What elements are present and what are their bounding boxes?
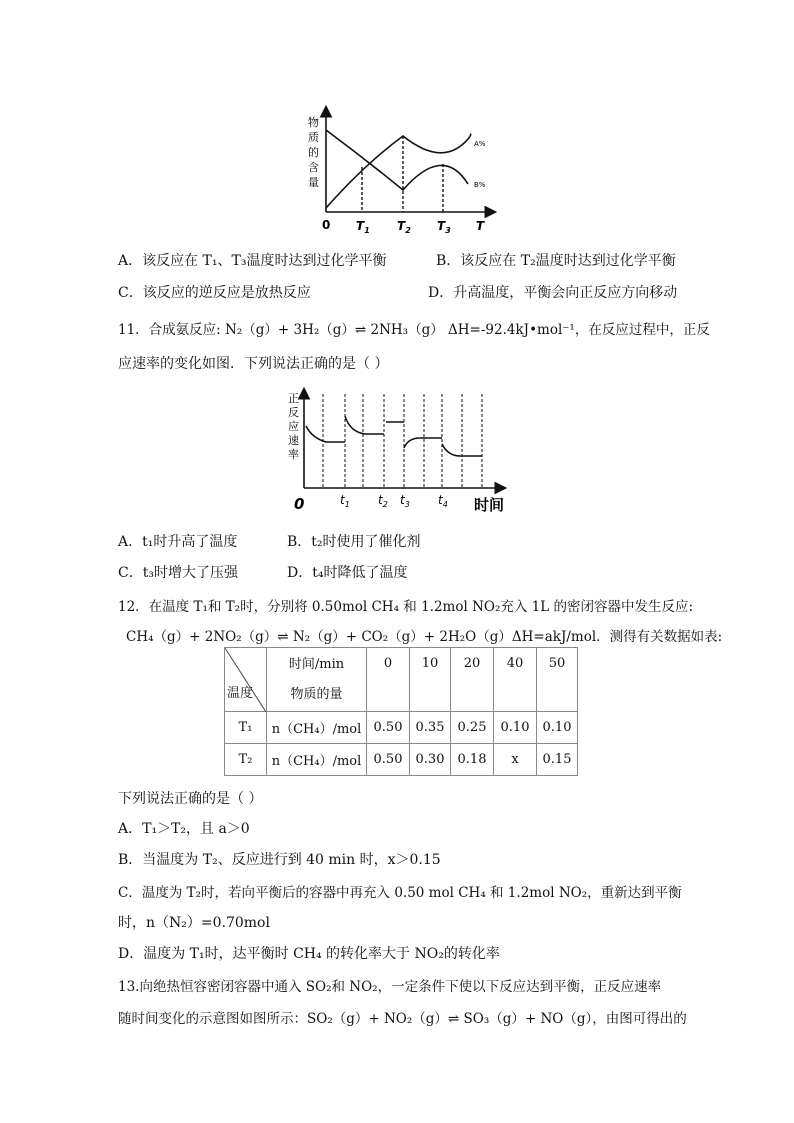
header-amount-label: 物质的量 <box>290 686 343 702</box>
tick-t1: $T_1$ <box>356 219 370 235</box>
q11-option-c: C．t₃时增大了压强 <box>118 565 238 581</box>
y-label-char: 含 <box>308 161 319 174</box>
series-a-curve <box>326 134 471 208</box>
equilibrium-content-figure <box>300 104 500 236</box>
q11-option-b: B．t₂时使用了催化剂 <box>287 534 421 550</box>
y-label-char: 应 <box>288 420 299 433</box>
y-label-char: 正 <box>288 392 299 405</box>
row-label: n（CH₄）/mol <box>267 744 367 776</box>
tick-t2: $t_2$ <box>378 493 388 509</box>
time-header: 40 <box>494 648 537 712</box>
q10-option-b: B．该反应在 T₂温度时达到过化学平衡 <box>436 253 676 269</box>
q11-stem-line2: 应速率的变化如图．下列说法正确的是（ ） <box>118 356 389 372</box>
table-cell: 0.30 <box>410 744 451 776</box>
table-cell: 0.50 <box>367 744 410 776</box>
q13-stem-line2: 随时间变化的示意图如图所示：SO₂（g）+ NO₂（g）⇌ SO₃（g）+ NO（g），由图可得出的 <box>118 1011 687 1027</box>
series-b-label: B% <box>474 181 486 189</box>
time-header: 50 <box>537 648 578 712</box>
series-a-label: A% <box>474 140 486 148</box>
table-cell: 0.10 <box>494 712 537 744</box>
origin-label: 0 <box>294 495 305 513</box>
series-b-curve <box>326 130 468 190</box>
tick-t3: $t_3$ <box>400 493 410 509</box>
q12-stem-line1: 12．在温度 T₁和 T₂时，分别将 0.50mol CH₄ 和 1.2mol NO₂充入 1L 的密闭容器中发生反应: <box>118 599 694 615</box>
y-label-char: 反 <box>288 406 299 419</box>
time-header: 10 <box>410 648 451 712</box>
table-row <box>225 744 578 776</box>
q11-stem-line1: 11．合成氨反应: N₂（g）+ 3H₂（g）⇌ 2NH₃（g） ΔH=-92.4kJ•mol⁻¹，在反应过程中，正反 <box>118 322 710 338</box>
table-cell: 0.10 <box>537 712 578 744</box>
row-temp: T₂ <box>225 744 267 776</box>
table-cell: 0.18 <box>451 744 494 776</box>
q12-option-c-line1: C．温度为 T₂时，若向平衡后的容器中再充入 0.50 mol CH₄ 和 1.2mol NO₂，重新达到平衡 <box>118 885 682 901</box>
tick-t4: $t_4$ <box>438 493 448 509</box>
table-cell: 0.50 <box>367 712 410 744</box>
tick-t3: $T_3$ <box>437 219 451 235</box>
row-temp: T₁ <box>225 712 267 744</box>
y-label-char: 质 <box>308 131 319 144</box>
y-label-char: 的 <box>308 146 319 159</box>
y-label-char: 速 <box>288 434 299 447</box>
q11-option-d: D．t₄时降低了温度 <box>287 565 408 581</box>
table-row <box>225 712 578 744</box>
y-label-char: 物 <box>308 116 319 129</box>
table-cell: 0.15 <box>537 744 578 776</box>
tick-t1: $t_1$ <box>340 493 350 509</box>
table-corner-cell <box>225 648 267 712</box>
rate-curve <box>306 416 482 456</box>
tick-t2: $T_2$ <box>397 219 411 235</box>
header-time-label: 时间/min <box>288 656 345 672</box>
corner-diagonal <box>225 648 266 712</box>
origin-label: 0 <box>322 218 331 232</box>
time-header: 20 <box>451 648 494 712</box>
q12-option-b: B．当温度为 T₂、反应进行到 40 min 时，x＞0.15 <box>118 852 441 868</box>
x-axis-label: T <box>476 219 485 233</box>
q12-option-a: A．T₁＞T₂，且 a＞0 <box>118 821 250 837</box>
x-axis-label: 时间 <box>474 496 505 514</box>
rate-time-figure <box>282 386 512 516</box>
q13-stem-line1: 13.向绝热恒容密闭容器中通入 SO₂和 NO₂，一定条件下使以下反应达到平衡，正反应速率 <box>118 979 662 995</box>
q10-option-c: C．该反应的逆反应是放热反应 <box>118 285 311 301</box>
q12-prompt: 下列说法正确的是（ ） <box>118 791 263 807</box>
q12-data-table <box>224 647 578 776</box>
time-header: 0 <box>367 648 410 712</box>
table-cell: 0.35 <box>410 712 451 744</box>
table-cell: 0.25 <box>451 712 494 744</box>
q12-stem-line2: CH₄（g）+ 2NO₂（g）⇌ N₂（g）+ CO₂（g）+ 2H₂O（g）ΔH=akJ/mol．测得有关数据如表: <box>126 629 723 645</box>
table-cell: x <box>494 744 537 776</box>
q11-option-a: A．t₁时升高了温度 <box>118 534 238 550</box>
y-label-char: 率 <box>288 448 299 461</box>
y-label-char: 量 <box>308 176 319 189</box>
corner-label-temp: 温度 <box>227 686 254 701</box>
q12-option-d: D．温度为 T₁时，达平衡时 CH₄ 的转化率大于 NO₂的转化率 <box>118 946 500 962</box>
q10-option-d: D．升高温度，平衡会向正反应方向移动 <box>428 285 678 301</box>
dashed-gridlines <box>323 394 482 488</box>
q10-option-a: A．该反应在 T₁、T₃温度时达到过化学平衡 <box>118 253 387 269</box>
q12-option-c-line2: 时，n（N₂）=0.70mol <box>118 915 270 931</box>
table-header-label-cell <box>267 648 367 712</box>
row-label: n（CH₄）/mol <box>267 712 367 744</box>
